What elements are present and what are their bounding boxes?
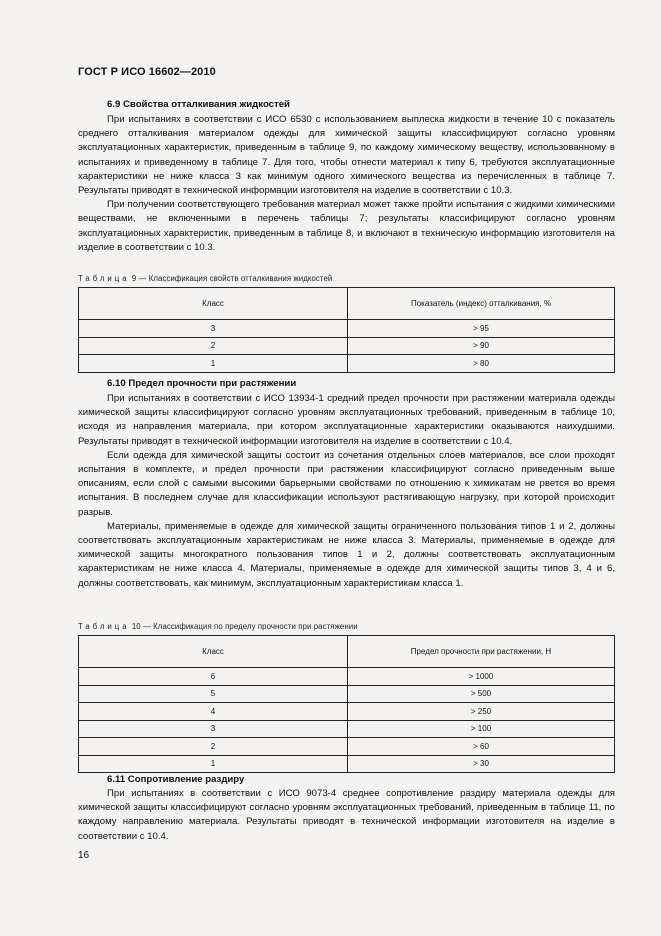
cell: > 30	[348, 755, 615, 773]
document-header: ГОСТ Р ИСО 16602—2010	[78, 66, 216, 78]
table-9	[78, 287, 615, 373]
cell: > 90	[348, 337, 615, 355]
cell: 1	[79, 355, 348, 373]
section-6-10-title: 6.10 Предел прочности при растяжении	[107, 378, 297, 389]
cell: 4	[79, 703, 348, 721]
table-header-row	[79, 288, 615, 320]
table-10	[78, 635, 615, 773]
paragraph: При получении соответствующего требования материал может также пройти испытания с жидкими химическими веществами, не включенными в перечень таблицы 7; результаты классифицируют согласно уровням эксплуатационных характеристик, приведенным в таблице 8, и включают в техническую информацию изготовителя на изделие в соответствии с 10.3.	[78, 199, 615, 253]
table-row	[79, 738, 615, 756]
table-row	[79, 703, 615, 721]
table-row	[79, 755, 615, 773]
paragraph: При испытаниях в соответствии с ИСО 13934-1 средний предел прочности при растяжении материала одежды химической защиты классифицируют согласно уровням эксплуатационных требований, приведенным в таблице 10, исходя из направления материала, при котором эксплуатационные характеристики оказываются наихудшими. Результаты приводят в технической информации изготовителя на изделие в соответствии с 10.4.	[78, 393, 615, 447]
cell: > 500	[348, 685, 615, 703]
table-title: 10 — Классификация по пределу прочности при растяжении	[131, 622, 358, 631]
cell: > 100	[348, 720, 615, 738]
table-row	[79, 720, 615, 738]
paragraph: Материалы, применяемые в одежде для химической защиты ограниченного пользования типов 1 и 2, должны соответствовать эксплуатационным характеристикам не ниже класса 3. Материалы, применяемые в одежде для химической защиты многократного пользования типов 1 и 2, должны соответствовать эксплуатационным характеристикам не ниже класса 4. Материалы, применяемые в одежде для химической защиты типов 3, 4 и 6, должны соответствовать, как минимум, эксплуатационным характеристикам класса 1.	[78, 520, 615, 589]
column-header: Предел прочности при растяжении, Н	[348, 636, 615, 668]
page-number: 16	[78, 850, 90, 861]
cell: 3	[79, 320, 348, 338]
column-header: Класс	[79, 636, 348, 668]
cell: 5	[79, 685, 348, 703]
cell: 2	[79, 738, 348, 756]
cell: 6	[79, 668, 348, 686]
table-10-caption	[78, 622, 358, 631]
table-word: Таблица	[78, 274, 130, 283]
table-title: 9 — Классификация свойств отталкивания жидкостей	[131, 274, 333, 283]
cell: > 80	[348, 355, 615, 373]
section-6-11-title: 6.11 Сопротивление раздиру	[107, 774, 245, 785]
cell: 3	[79, 720, 348, 738]
section-6-10-body	[78, 392, 615, 591]
cell: 2	[79, 337, 348, 355]
cell: > 95	[348, 320, 615, 338]
table-row	[79, 355, 615, 373]
cell: 1	[79, 755, 348, 773]
section-6-11-body	[78, 787, 615, 844]
table-row	[79, 685, 615, 703]
cell: > 1000	[348, 668, 615, 686]
table-row	[79, 668, 615, 686]
cell: > 60	[348, 738, 615, 756]
column-header: Показатель (индекс) отталкивания, %	[348, 288, 615, 320]
paragraph: При испытаниях в соответствии с ИСО 9073-4 среднее сопротивление раздиру материала одежды для химической защиты классифицируют согласно уровням эксплуатационных требований, приведенным в таблице 11, по каждому направлению материала. Результаты приводят в технической информации изготовителя на изделие в соответствии с 10.4.	[78, 788, 615, 842]
section-6-9-body	[78, 113, 615, 255]
paragraph: Если одежда для химической защиты состоит из сочетания отдельных слоев материалов, все слои проходят испытания в комплекте, и предел прочности при растяжении классифицируют согласно приведенным выше описаниям, если слой с самыми высокими барьерными свойствами по отношению к химикатам не рвется во время испытания. В последнем случае для классификации используют растягивающую нагрузку, при которой происходит разрыв.	[78, 449, 615, 518]
table-9-caption	[78, 274, 332, 283]
table-row	[79, 337, 615, 355]
section-6-9-title: 6.9 Свойства отталкивания жидкостей	[107, 99, 290, 110]
table-word: Таблица	[78, 622, 130, 631]
column-header: Класс	[79, 288, 348, 320]
table-row	[79, 320, 615, 338]
paragraph: При испытаниях в соответствии с ИСО 6530 с использованием выплеска жидкости в течение 10 с показатель среднего отталкивания материалом одежды для химической защиты классифицируют согласно уровням эксплуатационных характеристик, приведенным в таблице 9, по каждому химическому веществу, использованному в испытаниях и приведенному в таблице 7. Для того, чтобы отнести материал к типу 6, требуются эксплуатационные характеристики не ниже класса 3 как минимум одного химического вещества из перечисленных в таблице 7. Результаты приводят в технической информации изготовителя на изделие в соответствии с 10.3.	[78, 114, 615, 197]
table-header-row	[79, 636, 615, 668]
cell: > 250	[348, 703, 615, 721]
